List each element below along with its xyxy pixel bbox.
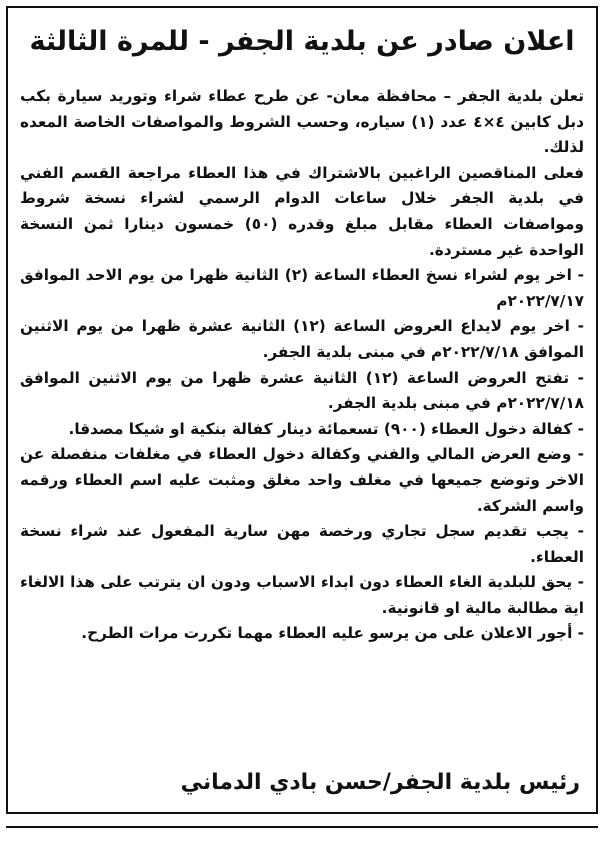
item-submission-deadline: - اخر يوم لايداع العروض الساعة (١٢) الثانية عشرة ظهرا من يوم الاثنين الموافق ٢٠٢٢/٧/١٨م في مبنى بلدية الجفر.	[20, 317, 584, 361]
notice-title: اعلان صادر عن بلدية الجفر - للمرة الثالثة	[29, 26, 575, 57]
notice-body	[20, 84, 584, 647]
item-purchase-deadline: - اخر يوم لشراء نسخ العطاء الساعة (٢) الثانية ظهرا من يوم الاحد الموافق ٢٠٢٢/٧/١٧م	[20, 266, 585, 310]
item-advert-fees: - أجور الاعلان على من يرسو عليه العطاء مهما تكررت مرات الطرح.	[81, 624, 584, 643]
signature: رئيس بلدية الجفر/حسن بادي الدماني	[180, 770, 580, 795]
bottom-divider	[6, 826, 598, 828]
item-cancellation-right: - يحق للبلدية الغاء العطاء دون ابداء الاسباب ودون ان يترتب على هذا الالغاء اية مطالبة مالية او قانونية.	[20, 573, 584, 617]
item-bid-guarantee: - كفالة دخول العطاء (٩٠٠) تسعمائة دينار كفالة بنكية او شيكا مصدقا.	[68, 419, 584, 438]
invitation-paragraph: فعلى المناقصين الراغبين بالاشتراك في هذا العطاء مراجعة القسم الفني في بلدية الجفر خلال ساعات الدوام الرسمي لشراء نسخة شروط ومواصفات العطاء مقابل مبلغ وقدره (٥٠) خمسون دينارا ثمن النسخة الواحدة غير مستردة.	[20, 163, 584, 259]
item-commercial-register: - يجب تقديم سجل تجاري ورخصة مهن سارية المفعول عند شراء نسخة العطاء.	[20, 522, 584, 566]
notice-frame	[6, 6, 598, 814]
item-bid-opening: - تفتح العروض الساعة (١٢) الثانية عشرة ظهرا من يوم الاثنين الموافق ٢٠٢٢/٧/١٨م في مبنى بلدية الجفر.	[20, 368, 584, 413]
intro-paragraph: تعلن بلدية الجفر – محافظة معان- عن طرح عطاء شراء وتوريد سيارة بكب دبل كابين ٤×٤ عدد (١) سياره، وحسب الشروط والمواصفات الخاصة المعده لذلك.	[20, 87, 584, 157]
item-envelopes: - وضع العرض المالي والفني وكفالة دخول العطاء في مغلفات منفصلة عن الاخر وتوضع جميعها في مغلف واحد مغلق ومثبت عليه اسم العطاء ورقمه واسم الشركة.	[20, 445, 584, 515]
